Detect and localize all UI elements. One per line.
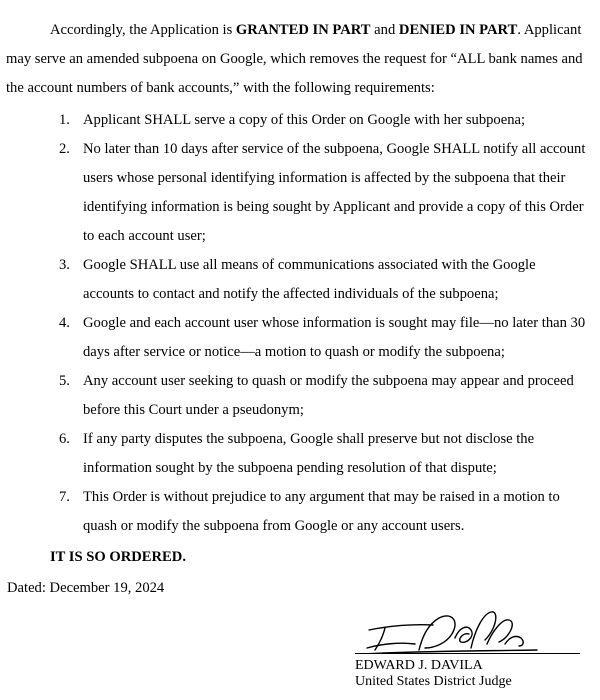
requirement-item bbox=[0, 106, 588, 135]
so-ordered-statement: IT IS SO ORDERED. bbox=[50, 549, 186, 565]
intro-and: and bbox=[370, 22, 399, 38]
requirement-number: 5. bbox=[59, 373, 70, 389]
requirement-text: Any account user seeking to quash or modify the subpoena may appear and proceed before this Court under a pseudonym; bbox=[83, 373, 574, 418]
requirement-item bbox=[0, 309, 588, 367]
requirements-list bbox=[0, 106, 600, 541]
order-intro-paragraph bbox=[6, 16, 592, 103]
intro-rest: Applicant may serve an amended subpoena on Google, which removes the request for “ALL bank names and the account numbers of bank accounts,” with the following requirements: bbox=[6, 22, 583, 96]
requirement-text: If any party disputes the subpoena, Google shall preserve but not disclose the information sought by the subpoena pending resolution of that dispute; bbox=[83, 431, 535, 476]
judge-name: EDWARD J. DAVILA bbox=[355, 658, 483, 673]
requirement-number: 1. bbox=[59, 112, 70, 128]
requirement-number: 2. bbox=[59, 141, 70, 157]
signature-block bbox=[355, 604, 595, 696]
requirement-text: This Order is without prejudice to any argument that may be raised in a motion to quash or modify the subpoena from Google or any account users. bbox=[83, 489, 560, 534]
judge-title: United States District Judge bbox=[355, 674, 512, 689]
requirement-item bbox=[0, 483, 588, 541]
requirement-number: 7. bbox=[59, 489, 70, 505]
requirement-text: No later than 10 days after service of the subpoena, Google SHALL notify all account users whose personal identifying information is affected by the subpoena that their identifying information is being sought by Applicant and provide a copy of this Order to each account user; bbox=[83, 141, 586, 244]
requirement-number: 6. bbox=[59, 431, 70, 447]
requirement-text: Google and each account user whose information is sought may file—no later than 30 days after service or notice—a motion to quash or modify the subpoena; bbox=[83, 315, 586, 360]
requirement-item bbox=[0, 367, 588, 425]
date-line: Dated: December 19, 2024 bbox=[7, 580, 165, 596]
requirement-text: Google SHALL use all means of communications associated with the Google accounts to contact and notify the affected individuals of the subpoena; bbox=[83, 257, 536, 302]
handwritten-signature bbox=[359, 604, 539, 654]
signature-line bbox=[355, 653, 580, 654]
requirement-item bbox=[0, 425, 588, 483]
intro-period: . bbox=[517, 22, 521, 38]
requirement-number: 3. bbox=[59, 257, 70, 273]
intro-lead: Accordingly, the Application is bbox=[50, 22, 236, 38]
requirement-item bbox=[0, 135, 588, 251]
requirement-item bbox=[0, 251, 588, 309]
granted-in-part: GRANTED IN PART bbox=[235, 22, 371, 38]
requirement-number: 4. bbox=[59, 315, 70, 331]
denied-in-part: DENIED IN PART bbox=[398, 22, 518, 38]
requirement-text: Applicant SHALL serve a copy of this Order on Google with her subpoena; bbox=[83, 112, 526, 128]
